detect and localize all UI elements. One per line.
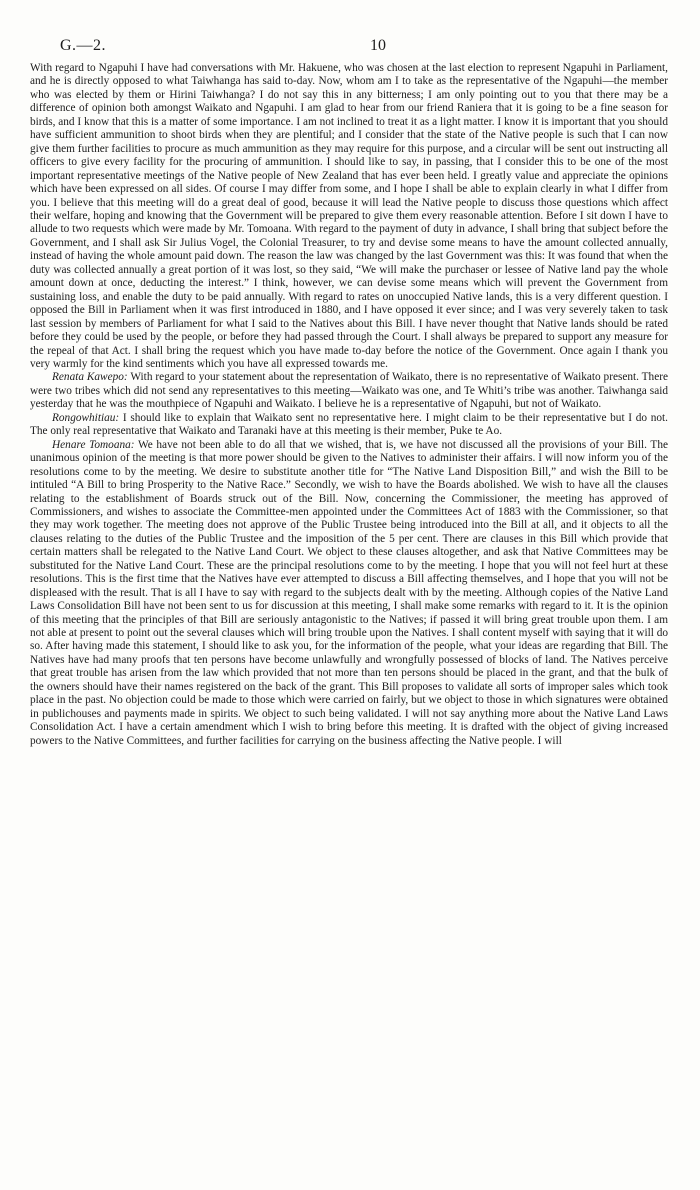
paragraph-text: I should like to explain that Waikato sent no representative here. I might claim to be their representative but I do not. The only real representative that Waikato and Taranaki have at this meeting is their member, Puke te Ao. <box>30 411 668 438</box>
paragraph <box>30 371 668 411</box>
document-reference: G.—2. <box>60 37 107 54</box>
body-text <box>30 62 668 748</box>
paragraph-text: With regard to Ngapuhi I have had conversations with Mr. Hakuene, who was chosen at the last election to represent Ngapuhi in Parliament, and he is directly opposed to what Taiwhanga has said to-day. Now, whom am I to take as the representative of the Ngapuhi—the member who was elected by them or Hirini Taiwhanga? I do not say this in any bitterness; I am only pointing out to you that there may be a difference of opinion both amongst Waikato and Ngapuhi. I am glad to hear from our friend Raniera that it is going to be a fine season for birds, and I know that this is a matter of some importance. I am not inclined to treat it as a light matter. I know it is important that you should have sufficient ammunition to shoot birds when they are plentiful; and I consider that the state of the Native people is such that I can now give them further facilities to procure as much ammunition as they may require for this purpose, and a circular will be sent out instructing all officers to give every facility for the procuring of ammunition. I should like to say, in passing, that I consider this to be one of the most important representative meetings of the Native people of New Zealand that has ever been held. I greatly value and appreciate the opinions which have been expressed on all sides. Of course I may differ from some, and I hope I shall be able to explain clearly in what I differ from you. I believe that this meeting will do a great deal of good, because it will lead the Native people to discuss those questions which affect their welfare, hoping and knowing that the Government will be prepared to give them every reasonable attention. Before I sit down I have to allude to two requests which were made by Mr. Tomoana. With regard to the payment of duty in advance, I shall bring that subject before the Government, and I shall ask Sir Julius Vogel, the Colonial Treasurer, to try and devise some means to have the amount collected annually, instead of having the whole amount paid down. The reason the law was changed by the last Government was this: It was found that when the duty was collected annually a great portion of it was lost, so they said, “We will make the purchaser or lessee of Native land pay the whole amount down at once, deducting the interest.” I think, however, we can devise some means which will prevent the Government from sustaining loss, and enable the duty to be paid annually. With regard to rates on unoccupied Native lands, this is a very different question. I opposed the Bill in Parliament when it was first introduced in 1880, and I have opposed it ever since; and I was very severely taken to task last session by members of Parliament for what I said to the Natives about this Bill. I have never thought that Native lands should be rated before they could be used by the people, or before they had passed through the Court. I shall always be prepared to support any measure for the repeal of that Act. I shall bring the request which you have made to-day before the notice of the Government. Once again I thank you very warmly for the kind sentiments which you have all expressed towards me. <box>30 62 668 370</box>
paragraph-text: We have not been able to do all that we wished, that is, we have not discussed all the provisions of your Bill. The unanimous opinion of the meeting is that more power should be given to the Natives to administer their affairs. I will now inform you of the resolutions come to by the meeting. We desire to substitute another title for “The Native Land Disposition Bill,” and wish the Bill to be intituled “A Bill to bring Prosperity to the Native Race.” Secondly, we wish to have the Boards abolished. We wish to have all the clauses relating to the establishment of Boards struck out of the Bill. Now, concerning the Commissioner, the meeting has approved of Commissioners, and wishes to associate the Committee-men appointed under the Committees Act of 1883 with the Commissioner, so that they may work together. The meeting does not approve of the Public Trustee being introduced into the Bill at all, and it objects to all the clauses relating to the duties of the Public Trustee and the imposition of the 5 per cent. There are clauses in this Bill which provide that certain matters shall be relegated to the Native Land Court. We object to these clauses altogether, and ask that Native Committees may be substituted for the Native Land Court. These are the principal resolutions come to by the meeting. I hope that you will not feel hurt at these resolutions. This is the first time that the Natives have ever attempted to discuss a Bill affecting themselves, and I hope that you will not be displeased with the result. That is all I have to say with regard to the subjects dealt with by the meeting. Although copies of the Native Land Laws Consolidation Bill have not been sent to us for discussion at this meeting, I shall make some remarks with regard to it. It is the opinion of this meeting that the principles of that Bill are seriously antagonistic to the Natives; if passed it will bring great trouble upon them. I am not able at present to point out the several clauses which will bring trouble upon the Natives. I shall content myself with saying that it will do so. After having made this statement, I should like to ask you, for the information of the people, what your ideas are regarding that Bill. The Natives have had many proofs that ten persons have become unlawfully and wrongfully possessed of blocks of land. The Natives perceive that great trouble has arisen from the law which provided that not more than ten persons should be placed in the grant, and that the bulk of the owners should have their names registered on the back of the grant. This Bill proposes to validate all sorts of improper sales which took place in the past. No objection could be made to those which were carried on fairly, but we object to those in which signatures were obtained in publichouses and payments made in spirits. We object to such being validated. I will not say anything more about the Native Land Laws Consolidation Act. I have a certain amendment which I wish to bring before this meeting. It is drafted with the object of giving increased powers to the Native Committees, and further facilities for carrying on the business affecting the Native people. I will <box>30 438 668 747</box>
paragraph-text: With regard to your statement about the representation of Waikato, there is no representative of Waikato present. There were two tribes which did not send any representatives to this meeting—Waikato was one, and Te Whiti’s tribe was another. Taiwhanga said yesterday that he was the mouthpiece of Ngapuhi and Waikato. I believe he is a representative of Ngapuhi, but not of Waikato. <box>30 371 668 411</box>
speaker-name: Rongowhitiau: <box>52 411 120 424</box>
speaker-name: Renata Kawepo: <box>52 371 128 384</box>
page-header <box>30 0 668 62</box>
paragraph <box>30 412 668 439</box>
page-number: 10 <box>370 37 386 54</box>
paragraph <box>30 439 668 748</box>
paragraph <box>30 62 668 371</box>
speaker-name: Henare Tomoana: <box>52 438 135 451</box>
